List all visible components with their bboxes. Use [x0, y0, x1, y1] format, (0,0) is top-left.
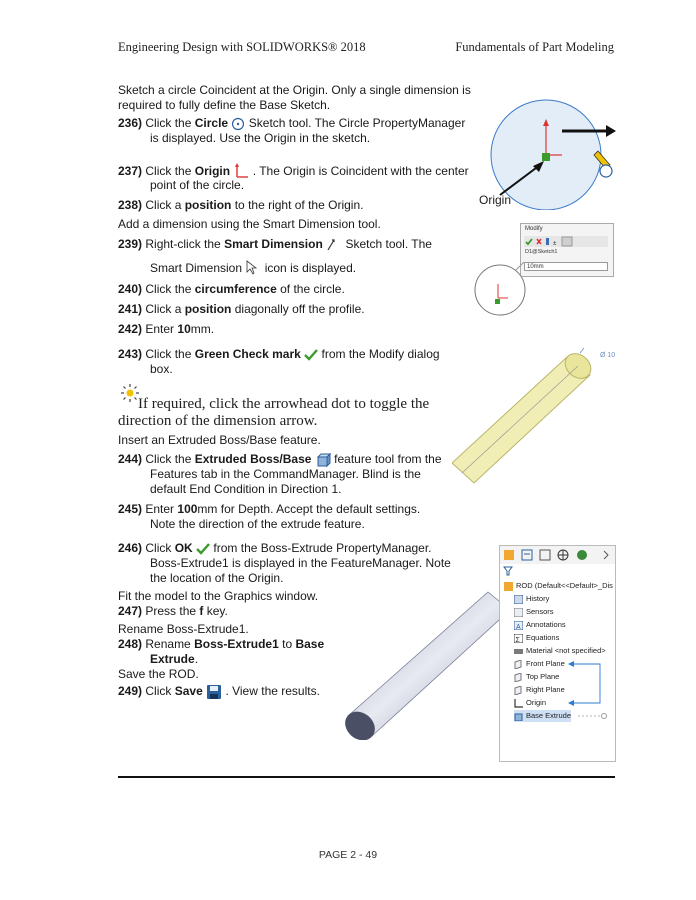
modify-value-input[interactable]: 10mm [524, 262, 608, 271]
step-241: 241) Click a position diagonally off the profile. [118, 302, 365, 316]
leader-line [516, 262, 524, 270]
tip-line-1: If required, click the arrowhead dot to toggle the [138, 396, 430, 412]
step-249: 249) Click Save . View the results. [118, 684, 320, 699]
step-248-cont: Extrude. [150, 652, 199, 666]
intro-line-2: required to fully define the Base Sketch. [118, 98, 331, 112]
coincident-relation-icon [542, 153, 550, 161]
dimension-circle-figure [470, 262, 526, 318]
svg-text:A: A [516, 623, 521, 630]
tree-item-base-extrude[interactable]: Base Extrude [514, 710, 571, 722]
tip-line-2: direction of the dimension arrow. [118, 413, 318, 429]
step-236: 236) Click the Circle Sketch tool. The Circle PropertyManager [118, 116, 466, 130]
running-header-left: Engineering Design with SOLIDWORKS® 2018 [118, 40, 366, 54]
direction-arrowhead [606, 125, 616, 137]
step-237: 237) Click the Origin . The Origin is Coincident with the center [118, 163, 469, 181]
step-240: 240) Click the circumference of the circle. [118, 282, 345, 296]
lightbulb-tip-icon [120, 383, 140, 403]
rod-body [348, 592, 510, 736]
step-246-cont-1: Boss-Extrude1 is displayed in the FeatureManager. Note [150, 556, 451, 570]
step-242: 242) Enter 10mm. [118, 322, 215, 336]
reference-arrows [500, 546, 615, 761]
extrude-note: Insert an Extruded Boss/Base feature. [118, 433, 321, 447]
page-divider [118, 776, 615, 778]
tree-item-top-plane[interactable]: Top Plane [514, 671, 559, 683]
tree-item-history[interactable]: History [514, 593, 549, 605]
step-246: 246) Click OK from the Boss-Extrude PropertyManager. [118, 541, 432, 555]
step-247: 247) Press the f key. [118, 604, 228, 618]
modify-rebuild-icon[interactable] [546, 238, 549, 245]
featuremanager-panel [499, 545, 616, 762]
step-244-cont-2: default End Condition in Direction 1. [150, 482, 342, 496]
step-246-cont-2: the location of the Origin. [150, 571, 284, 585]
coincident-relation-small-icon [495, 299, 500, 304]
modify-title: Modify [525, 226, 543, 232]
step-244: 244) Click the Extruded Boss/Base feature tool from the [118, 452, 442, 467]
step-245: 245) Enter 100mm for Depth. Accept the default settings. [118, 502, 421, 516]
circle-tool-icon [231, 117, 245, 131]
step-245-cont: Note the direction of the extrude feature. [150, 517, 365, 531]
tree-item-origin[interactable]: Origin [514, 697, 546, 709]
extrude-preview-figure [452, 345, 627, 485]
modify-cancel-icon[interactable] [537, 239, 541, 244]
step-238: 238) Click a position to the right of the Origin. [118, 198, 364, 212]
step-248: 248) Rename Boss-Extrude1 to Base [118, 637, 325, 651]
save-note: Save the ROD. [118, 667, 199, 681]
svg-text:Σ: Σ [515, 636, 520, 643]
intro-line-1: Sketch a circle Coincident at the Origin. Only a single dimension is [118, 83, 471, 97]
step-243-cont: box. [150, 362, 173, 376]
ok-check-icon [196, 543, 210, 555]
modify-toolbar [524, 236, 608, 247]
modify-dimension-name: D1@Sketch1 [525, 249, 558, 255]
tree-item-material[interactable]: Material <not specified> [514, 645, 606, 657]
modify-reverse-icon[interactable]: ± [553, 241, 557, 247]
tree-item-right-plane[interactable]: Right Plane [514, 684, 565, 696]
dimension-note: Add a dimension using the Smart Dimension tool. [118, 217, 381, 231]
green-check-icon [304, 349, 318, 361]
tree-item-sensors[interactable]: Sensors [514, 606, 554, 618]
modify-mark-icon[interactable] [562, 237, 572, 246]
tree-root[interactable]: ROD (Default<<Default>_Dis [504, 580, 613, 592]
save-icon [206, 684, 222, 700]
extrude-axis-line [462, 366, 578, 473]
page-number: PAGE 2 - 49 [318, 849, 378, 861]
extrude-body [452, 357, 590, 483]
dimension-cursor-icon [245, 260, 261, 278]
step-243: 243) Click the Green Check mark from the Modify dialog [118, 347, 440, 361]
origin-callout-label: Origin [479, 193, 512, 207]
step-236-cont: is displayed. Use the Origin in the sketch. [150, 131, 371, 145]
step-244-cont-1: Features tab in the CommandManager. Blind is the [150, 467, 421, 481]
rename-note: Rename Boss-Extrude1. [118, 622, 249, 636]
modify-dialog [520, 223, 614, 277]
step-237-cont: point of the circle. [150, 178, 245, 192]
tree-item-equations[interactable]: Σ Equations [515, 633, 560, 643]
tree-item-annotations[interactable]: A Annotations [516, 620, 566, 630]
step-239-cont: Smart Dimension icon is displayed. [150, 260, 356, 278]
tree-item-front-plane[interactable]: Front Plane [514, 658, 565, 670]
diameter-leader [580, 348, 584, 353]
rod-model-figure [342, 590, 517, 740]
extruded-boss-icon [315, 452, 331, 468]
profile-circle [475, 265, 525, 315]
modify-ok-icon[interactable] [526, 239, 532, 244]
step-239: 239) Right-click the Smart Dimension Sketch tool. The [118, 237, 432, 251]
diameter-dimension-label: Ø 10 [600, 352, 616, 359]
running-header-right: Fundamentals of Part Modeling [455, 40, 614, 54]
smart-dimension-icon [326, 238, 342, 252]
fit-note: Fit the model to the Graphics window. [118, 589, 319, 603]
